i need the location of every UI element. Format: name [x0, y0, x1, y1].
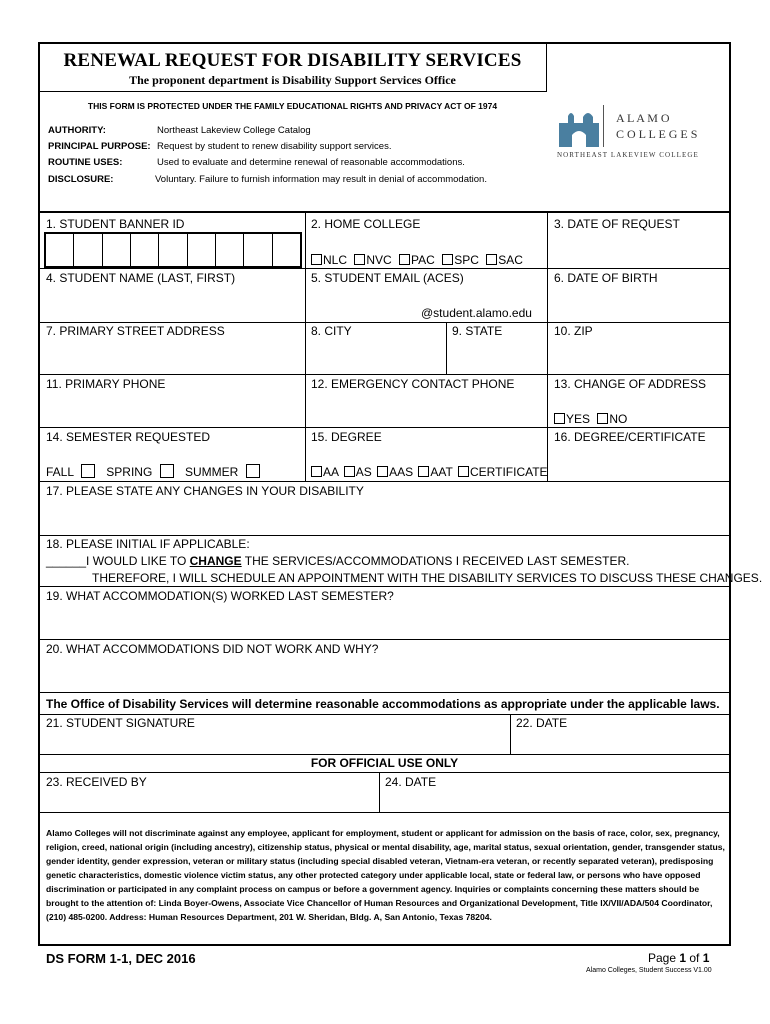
alamo-colleges-logo — [556, 105, 726, 165]
disclosure-label: DISCLOSURE: — [48, 174, 114, 185]
f4-label: 4. STUDENT NAME (LAST, FIRST) — [46, 271, 236, 285]
banner-id-input[interactable] — [44, 232, 302, 268]
disclosure-value: Voluntary. Failure to furnish information may result in denial of accommodation. — [155, 174, 487, 185]
f5-label: 5. STUDENT EMAIL (ACES) — [311, 271, 464, 285]
checkbox-aas[interactable] — [377, 466, 388, 477]
form-title: RENEWAL REQUEST FOR DISABILITY SERVICES — [63, 50, 522, 71]
f18-label: 18. PLEASE INITIAL IF APPLICABLE: — [46, 537, 250, 551]
f11-label: 11. PRIMARY PHONE — [46, 377, 166, 391]
f14-label: 14. SEMESTER REQUESTED — [46, 430, 211, 444]
f21-label: 21. STUDENT SIGNATURE — [46, 716, 195, 730]
form-subtitle: The proponent department is Disability Support Services Office — [129, 73, 456, 87]
checkbox-nlc[interactable] — [311, 254, 322, 265]
f23-label: 23. RECEIVED BY — [46, 775, 147, 789]
initial-blank[interactable]: ______ — [46, 554, 87, 568]
checkbox-nvc[interactable] — [354, 254, 365, 265]
email-suffix: @student.alamo.edu — [421, 306, 532, 320]
privacy-notice: THIS FORM IS PROTECTED UNDER THE FAMILY EDUCATIONAL RIGHTS AND PRIVACY ACT OF 1974 — [87, 101, 498, 111]
form-id: DS FORM 1-1, DEC 2016 — [46, 951, 196, 966]
checkbox-aa[interactable] — [311, 466, 322, 477]
f2-label: 2. HOME COLLEGE — [311, 217, 421, 231]
f15-label: 15. DEGREE — [311, 430, 382, 444]
page-number: Page 1 of 1 — [648, 951, 710, 965]
purpose-label: PRINCIPAL PURPOSE: — [48, 141, 151, 152]
f19-label: 19. WHAT ACCOMMODATION(S) WORKED LAST SEMESTER? — [46, 589, 394, 603]
logo-line2: C O L L E G E S — [616, 127, 698, 141]
f8-label: 8. CITY — [311, 324, 352, 338]
home-college-options: NLC NVC PAC SPC SAC — [311, 253, 523, 267]
f10-label: 10. ZIP — [554, 324, 593, 338]
f18-line2: THEREFORE, I WILL SCHEDULE AN APPOINTMENT WITH THE DISABILITY SERVICES TO DISCUSS THESE CHANGES. — [92, 571, 763, 585]
logo-line3: NORTHEAST LAKEVIEW COLLEGE — [557, 151, 699, 159]
checkbox-yes[interactable] — [554, 413, 565, 424]
f22-label: 22. DATE — [516, 716, 568, 730]
authority-value: Northeast Lakeview College Catalog — [157, 125, 311, 136]
f6-label: 6. DATE OF BIRTH — [554, 271, 658, 285]
checkbox-spc[interactable] — [442, 254, 453, 265]
semester-options: FALL SPRING SUMMER — [46, 464, 260, 479]
f24-label: 24. DATE — [385, 775, 437, 789]
checkbox-certificate[interactable] — [458, 466, 469, 477]
checkbox-as[interactable] — [344, 466, 355, 477]
f17-label: 17. PLEASE STATE ANY CHANGES IN YOUR DISABILITY — [46, 484, 364, 498]
authority-label: AUTHORITY: — [48, 125, 106, 136]
purpose-value: Request by student to renew disability support services. — [157, 141, 392, 152]
checkbox-spring[interactable] — [160, 464, 174, 478]
version-text: Alamo Colleges, Student Success V1.00 — [586, 967, 712, 974]
checkbox-summer[interactable] — [246, 464, 260, 478]
checkbox-pac[interactable] — [399, 254, 410, 265]
f3-label: 3. DATE OF REQUEST — [554, 217, 680, 231]
f7-label: 7. PRIMARY STREET ADDRESS — [46, 324, 225, 338]
uses-value: Used to evaluate and determine renewal of reasonable accommodations. — [157, 157, 465, 168]
checkbox-aat[interactable] — [418, 466, 429, 477]
f1-label: 1. STUDENT BANNER ID — [46, 217, 185, 231]
f12-label: 12. EMERGENCY CONTACT PHONE — [311, 377, 515, 391]
determination-notice: The Office of Disability Services will determine reasonable accommodations as appropriate under the applicable laws. — [46, 697, 720, 711]
mission-icon — [556, 107, 602, 149]
address-change-options: YES NO — [554, 412, 627, 426]
degree-options: AA AS AAS AAT CERTIFICATE — [311, 465, 548, 479]
f20-label: 20. WHAT ACCOMMODATIONS DID NOT WORK AND WHY? — [46, 642, 379, 656]
checkbox-fall[interactable] — [81, 464, 95, 478]
logo-line1: A L A M O — [616, 111, 670, 125]
f16-label: 16. DEGREE/CERTIFICATE — [554, 430, 706, 444]
f9-label: 9. STATE — [452, 324, 503, 338]
uses-label: ROUTINE USES: — [48, 157, 123, 168]
nondiscrimination-statement: Alamo Colleges will not discriminate against any employee, applicant for employment, student or applicant for admission on the basis of race, color, sex, pregnancy, religion, creed, national origin (including ancestry), citizenship status, physical or mental disability, age, marital status, sexual orientation, gender, transgender status, gender identity, gender expression, veteran or military status (including special disabled veteran, Vietnam-era veteran, or recently separated veteran), predisposing genetic characteristics, domestic violence victim status, any other protected category under applicable local, state or federal law, or persons who have opposed discrimination or participated in any complaint process on campus or before a government agency. Inquiries or complaints concerning these matters should be brought to the attention of: Linda Boyer-Owens, Associate Vice Chancellor of Human Resources and Organizational Development, Title IX/VII/ADA/504 Coordinator, (210) 485-0200. Address: Human Resources Department, 201 W. Sheridan, Bldg. A, San Antonio, Texas 78204. — [46, 828, 725, 922]
f13-label: 13. CHANGE OF ADDRESS — [554, 377, 707, 391]
checkbox-sac[interactable] — [486, 254, 497, 265]
checkbox-no[interactable] — [597, 413, 608, 424]
official-use-heading: FOR OFFICIAL USE ONLY — [310, 756, 459, 770]
f18-line1: ______I WOULD LIKE TO CHANGE THE SERVICES/ACCOMMODATIONS I RECEIVED LAST SEMESTER. — [46, 554, 630, 568]
